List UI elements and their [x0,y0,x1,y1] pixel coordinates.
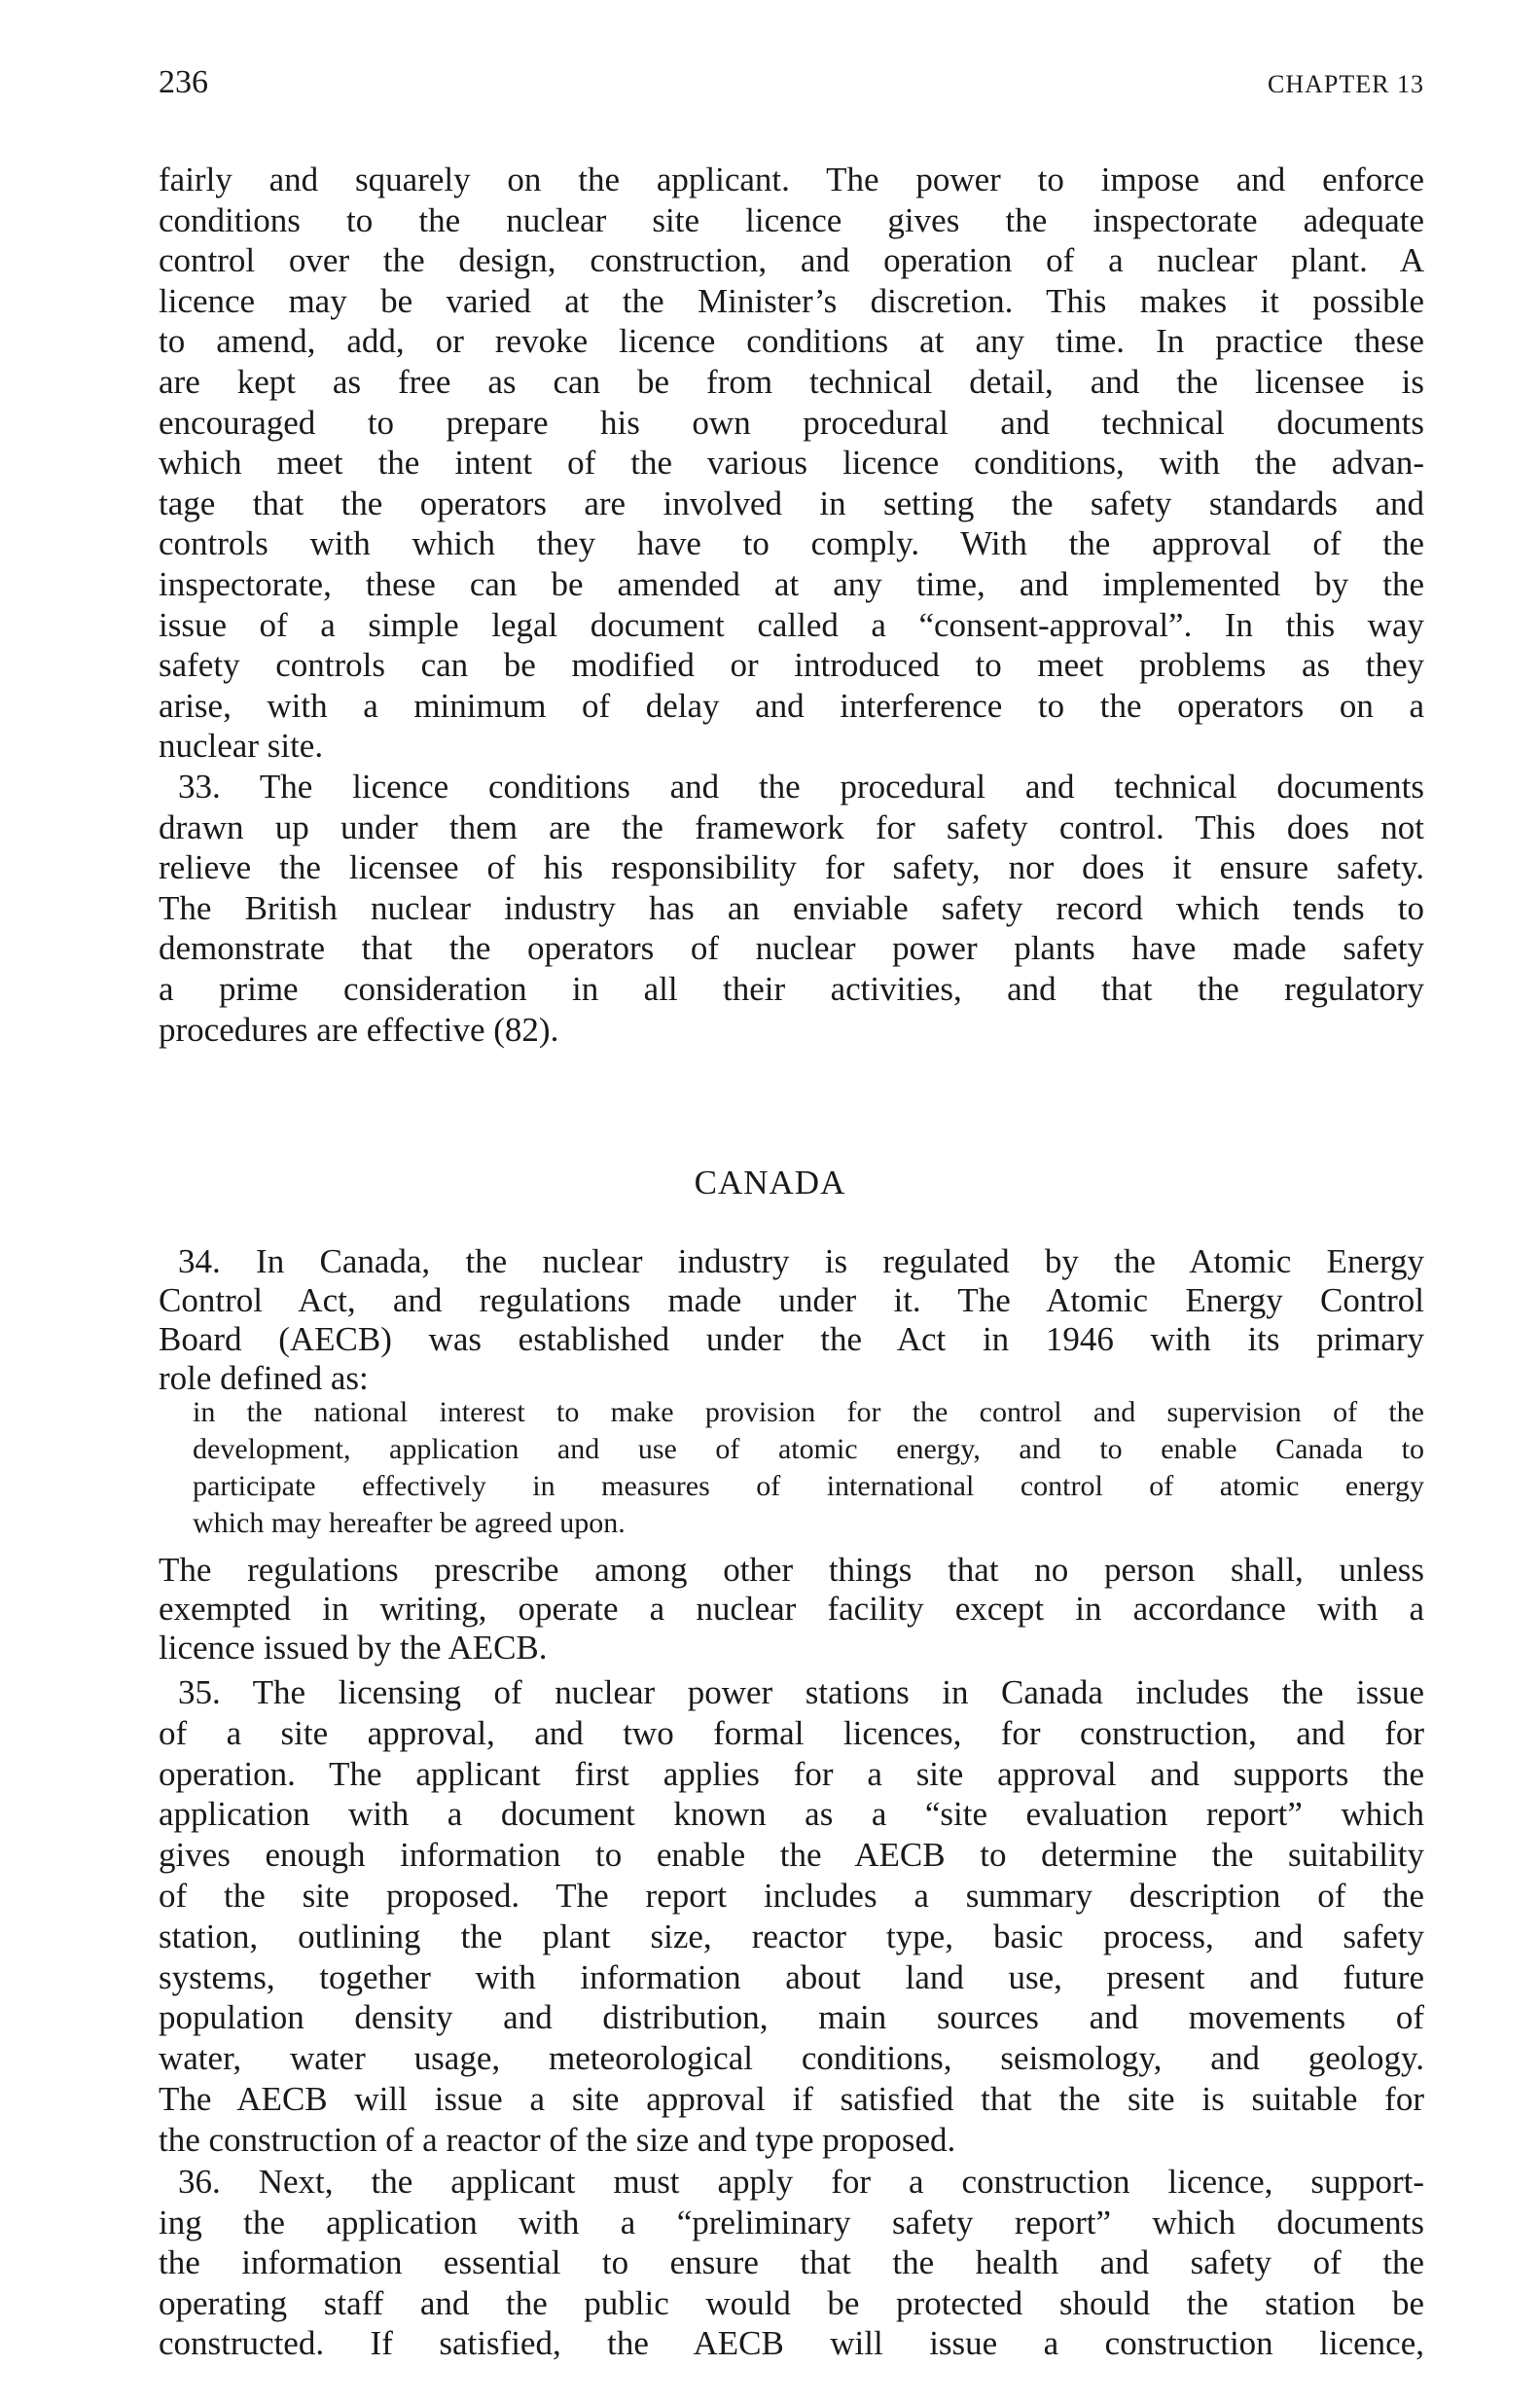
paragraph-34 [159,1242,1424,1398]
paragraph-continued [159,160,1424,767]
text-line: relieve the licensee of his responsibility for safety, nor does it ensure safety. [159,848,1424,887]
text-line: development, application and use of atomic energy, and to enable Canada to [193,1433,1424,1465]
paragraph-35 [159,1672,1424,2161]
text-line: participate effectively in measures of international control of atomic energy [193,1470,1424,1502]
text-line: control over the design, construction, and operation of a nuclear plant. A [159,241,1424,280]
text-line: licence may be varied at the Minister’s discretion. This makes it possible [159,281,1424,320]
text-line: arise, with a minimum of delay and interference to the operators on a [159,686,1424,725]
text-line: constructed. If satisfied, the AECB will issue a construction licence, [159,2324,1424,2363]
paragraph-33 [159,767,1424,1050]
text-line: drawn up under them are the framework for safety control. This does not [159,807,1424,846]
section-heading-canada: CANADA [694,1164,846,1201]
page-number: 236 [159,64,208,100]
text-line: operating staff and the public would be protected should the station be [159,2283,1424,2322]
text-line: tage that the operators are involved in setting the safety standards and [159,484,1424,522]
paragraph-36 [159,2162,1424,2364]
text-line: demonstrate that the operators of nuclear power plants have made safety [159,929,1424,968]
text-line: which meet the intent of the various licence conditions, with the advan- [159,444,1424,483]
text-line: fairly and squarely on the applicant. The power to impose and enforce [159,161,1424,198]
text-line: in the national interest to make provision for the control and supervision of the [193,1396,1424,1428]
text-line: The British nuclear industry has an enviable safety record which tends to [159,888,1424,927]
text-line: of a site approval, and two formal licences, for construction, and for [159,1713,1424,1752]
running-header-chapter: CHAPTER 13 [1268,70,1424,98]
text-line: water, water usage, meteorological conditions, seismology, and geology. [159,2039,1424,2078]
text-line: systems, together with information about land use, present and future [159,1957,1424,1996]
text-line: ing the application with a “preliminary safety report” which documents [159,2203,1424,2241]
text-line: Control Act, and regulations made under it. The Atomic Energy Control [159,1281,1424,1319]
text-line: application with a document known as a “site evaluation report” which [159,1795,1424,1834]
text-line: are kept as free as can be from technical detail, and the licensee is [159,362,1424,401]
text-line: issue of a simple legal document called a “consent-approval”. In this way [159,605,1424,644]
text-line: 36. Next, the applicant must apply for a construction licence, support- [178,2163,1424,2201]
text-line: operation. The applicant first applies for a site approval and supports the [159,1754,1424,1793]
text-line: inspectorate, these can be amended at any time, and implemented by the [159,564,1424,603]
text-line: licence issued by the AECB. [159,1629,548,1667]
text-line: to amend, add, or revoke licence conditions at any time. In practice these [159,322,1424,361]
text-line: The regulations prescribe among other things that no person shall, unless [159,1551,1424,1589]
text-line: gives enough information to enable the AECB to determine the suitability [159,1836,1424,1875]
text-line: exempted in writing, operate a nuclear facility except in accordance with a [159,1590,1424,1628]
text-line: of the site proposed. The report includes a summary description of the [159,1876,1424,1915]
text-line: procedures are effective (82). [159,1010,559,1049]
text-line: The AECB will issue a site approval if satisfied that the site is suitable for [159,2079,1424,2118]
block-quote [193,1394,1424,1542]
text-line: population density and distribution, main sources and movements of [159,1998,1424,2037]
text-line: safety controls can be modified or introduced to meet problems as they [159,646,1424,685]
text-line: role defined as: [159,1359,369,1397]
text-line: station, outlining the plant size, reactor type, basic process, and safety [159,1917,1424,1955]
text-line: 34. In Canada, the nuclear industry is regulated by the Atomic Energy [178,1242,1424,1280]
text-line: the information essential to ensure that the health and safety of the [159,2243,1424,2282]
text-line: 33. The licence conditions and the procedural and technical documents [178,768,1424,806]
text-line: conditions to the nuclear site licence gives the inspectorate adequate [159,200,1424,239]
paragraph-34-continued [159,1551,1424,1667]
text-line: 35. The licensing of nuclear power stations in Canada includes the issue [178,1673,1424,1711]
text-line: which may hereafter be agreed upon. [193,1507,626,1539]
text-line: the construction of a reactor of the size and type proposed. [159,2120,956,2159]
text-line: controls with which they have to comply. With the approval of the [159,524,1424,563]
text-line: encouraged to prepare his own procedural and technical documents [159,403,1424,442]
text-line: a prime consideration in all their activities, and that the regulatory [159,969,1424,1008]
text-line: nuclear site. [159,727,324,766]
text-line: Board (AECB) was established under the Act in 1946 with its primary [159,1320,1424,1358]
